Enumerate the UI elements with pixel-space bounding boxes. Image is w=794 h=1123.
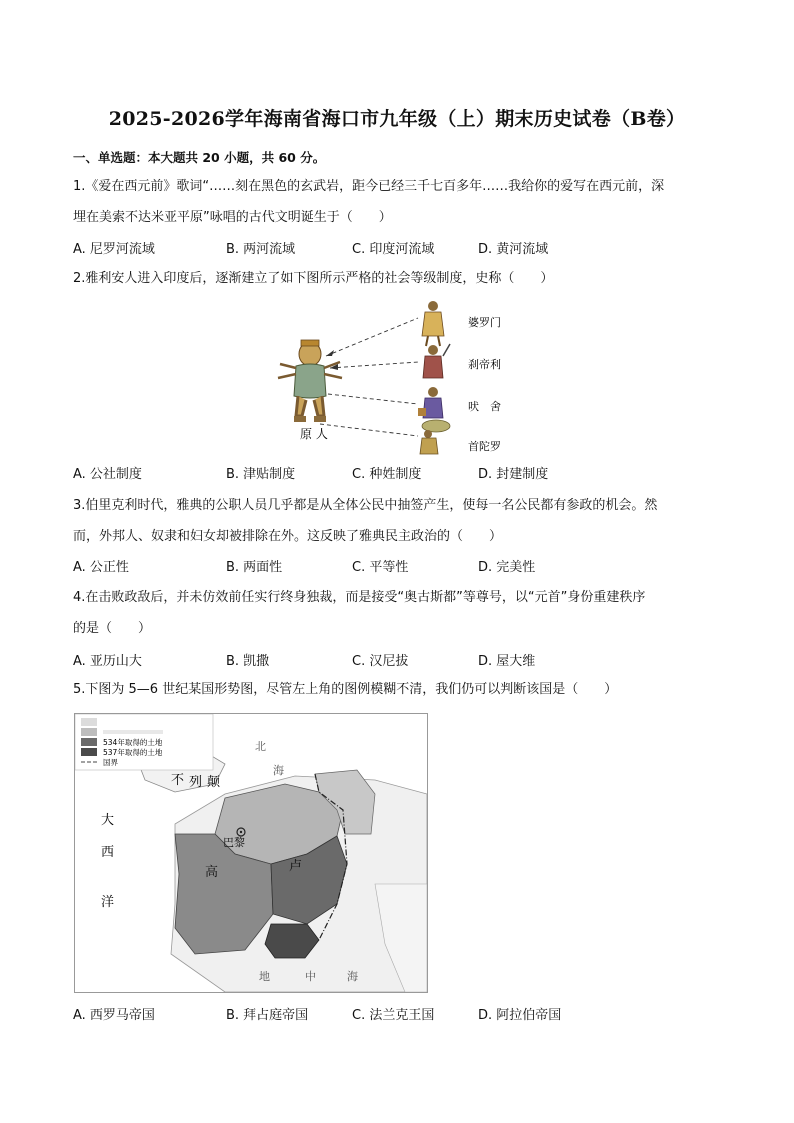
page-title: 2025-2026学年海南省海口市九年级（上）期末历史试卷（B卷）	[108, 108, 686, 130]
map-label-north-sea: 北	[255, 740, 266, 753]
question-text-line: 的是（ ）	[73, 621, 152, 636]
option-a[interactable]: A. 公正性	[73, 560, 129, 575]
rank-label: 婆罗门	[468, 316, 501, 329]
question-5	[73, 674, 723, 705]
brahmin-figure	[422, 301, 444, 346]
question-text-line: 2.雅利安人进入印度后，逐渐建立了如下图所示严格的社会等级制度，史称（ ）	[73, 271, 554, 286]
option-a[interactable]: A. 西罗马帝国	[73, 1008, 155, 1023]
option-c[interactable]: C. 印度河流域	[352, 242, 435, 257]
map-label-atlantic: 大	[101, 813, 115, 828]
map-legend	[75, 714, 213, 770]
option-c[interactable]: C. 汉尼拔	[352, 654, 409, 669]
map-label-gaul: 高	[205, 865, 219, 880]
question-1-options	[73, 238, 723, 258]
question-text-line: 埋在美索不达米亚平原”咏唱的古代文明诞生于（ ）	[73, 210, 392, 225]
question-text-line: 1.《爱在西元前》歌词“……刻在黑色的玄武岩，距今已经三千七百多年……我给你的爱写在西元前，深	[73, 179, 665, 194]
map-label-britain: 颠	[207, 775, 221, 790]
map-label-atlantic: 西	[101, 845, 115, 860]
rank-label: 首陀罗	[468, 440, 501, 453]
source-label: 原 人	[300, 427, 328, 441]
frankish-kingdom-map	[74, 713, 428, 993]
option-d[interactable]: D. 完美性	[478, 560, 536, 575]
map-label-gaul: 卢	[289, 859, 303, 874]
vaishya-figure	[418, 387, 443, 418]
caste-system-figure	[268, 296, 528, 456]
kshatriya-figure	[423, 344, 450, 378]
map-label-britain: 列	[189, 775, 203, 790]
map-label-med: 海	[347, 970, 358, 983]
option-b[interactable]: B. 拜占庭帝国	[226, 1008, 309, 1023]
option-a[interactable]: A. 公社制度	[73, 467, 142, 482]
option-a[interactable]: A. 尼罗河流域	[73, 242, 155, 257]
option-d[interactable]: D. 阿拉伯帝国	[478, 1008, 562, 1023]
question-5-options	[73, 1004, 723, 1024]
option-d[interactable]: D. 屋大维	[478, 654, 536, 669]
question-text-line: 4.在击败政敌后，并未仿效前任实行终身独裁，而是接受“奥古斯都”等尊号，以“元首”身份重建秩序	[73, 590, 646, 605]
map-label-atlantic: 洋	[101, 895, 115, 910]
option-c[interactable]: C. 平等性	[352, 560, 409, 575]
map-label-paris: 巴黎	[223, 836, 245, 849]
option-c[interactable]: C. 种姓制度	[352, 467, 422, 482]
section-header: 一、单选题：本大题共 20 小题，共 60 分。	[73, 150, 326, 165]
question-4-options	[73, 650, 723, 670]
rank-label: 吠 舍	[468, 400, 501, 413]
legend-534: 534年取得的土地	[103, 738, 163, 747]
rank-label: 刹帝利	[468, 358, 501, 371]
option-b[interactable]: B. 两河流域	[226, 242, 296, 257]
question-text-line: 而，外邦人、奴隶和妇女却被排除在外。这反映了雅典民主政治的（ ）	[73, 529, 503, 544]
option-c[interactable]: C. 法兰克王国	[352, 1008, 435, 1023]
question-text-line: 3.伯里克利时代，雅典的公职人员几乎都是从全体公民中抽签产生，使每一名公民都有参政的机会。然	[73, 498, 658, 513]
question-4	[73, 582, 723, 644]
shudra-figure	[420, 420, 450, 454]
legend-537: 537年取得的土地	[103, 748, 163, 757]
option-b[interactable]: B. 凯撒	[226, 654, 270, 669]
question-3-options	[73, 556, 723, 576]
question-3	[73, 490, 723, 552]
option-d[interactable]: D. 封建制度	[478, 467, 549, 482]
question-1	[73, 171, 723, 233]
map-label-britain: 不	[171, 773, 185, 788]
map-label-north-sea: 海	[273, 764, 284, 777]
option-b[interactable]: B. 两面性	[226, 560, 283, 575]
question-2-options	[73, 463, 723, 483]
legend-border: 国界	[103, 758, 118, 767]
option-a[interactable]: A. 亚历山大	[73, 654, 142, 669]
map-label-med: 中	[305, 970, 316, 983]
map-label-med: 地	[259, 970, 270, 983]
question-text-line: 5.下图为 5—6 世纪某国形势图，尽管左上角的图例模糊不清，我们仍可以判断该国是（ ）	[73, 682, 618, 697]
option-b[interactable]: B. 津贴制度	[226, 467, 296, 482]
question-2	[73, 263, 723, 294]
option-d[interactable]: D. 黄河流域	[478, 242, 549, 257]
